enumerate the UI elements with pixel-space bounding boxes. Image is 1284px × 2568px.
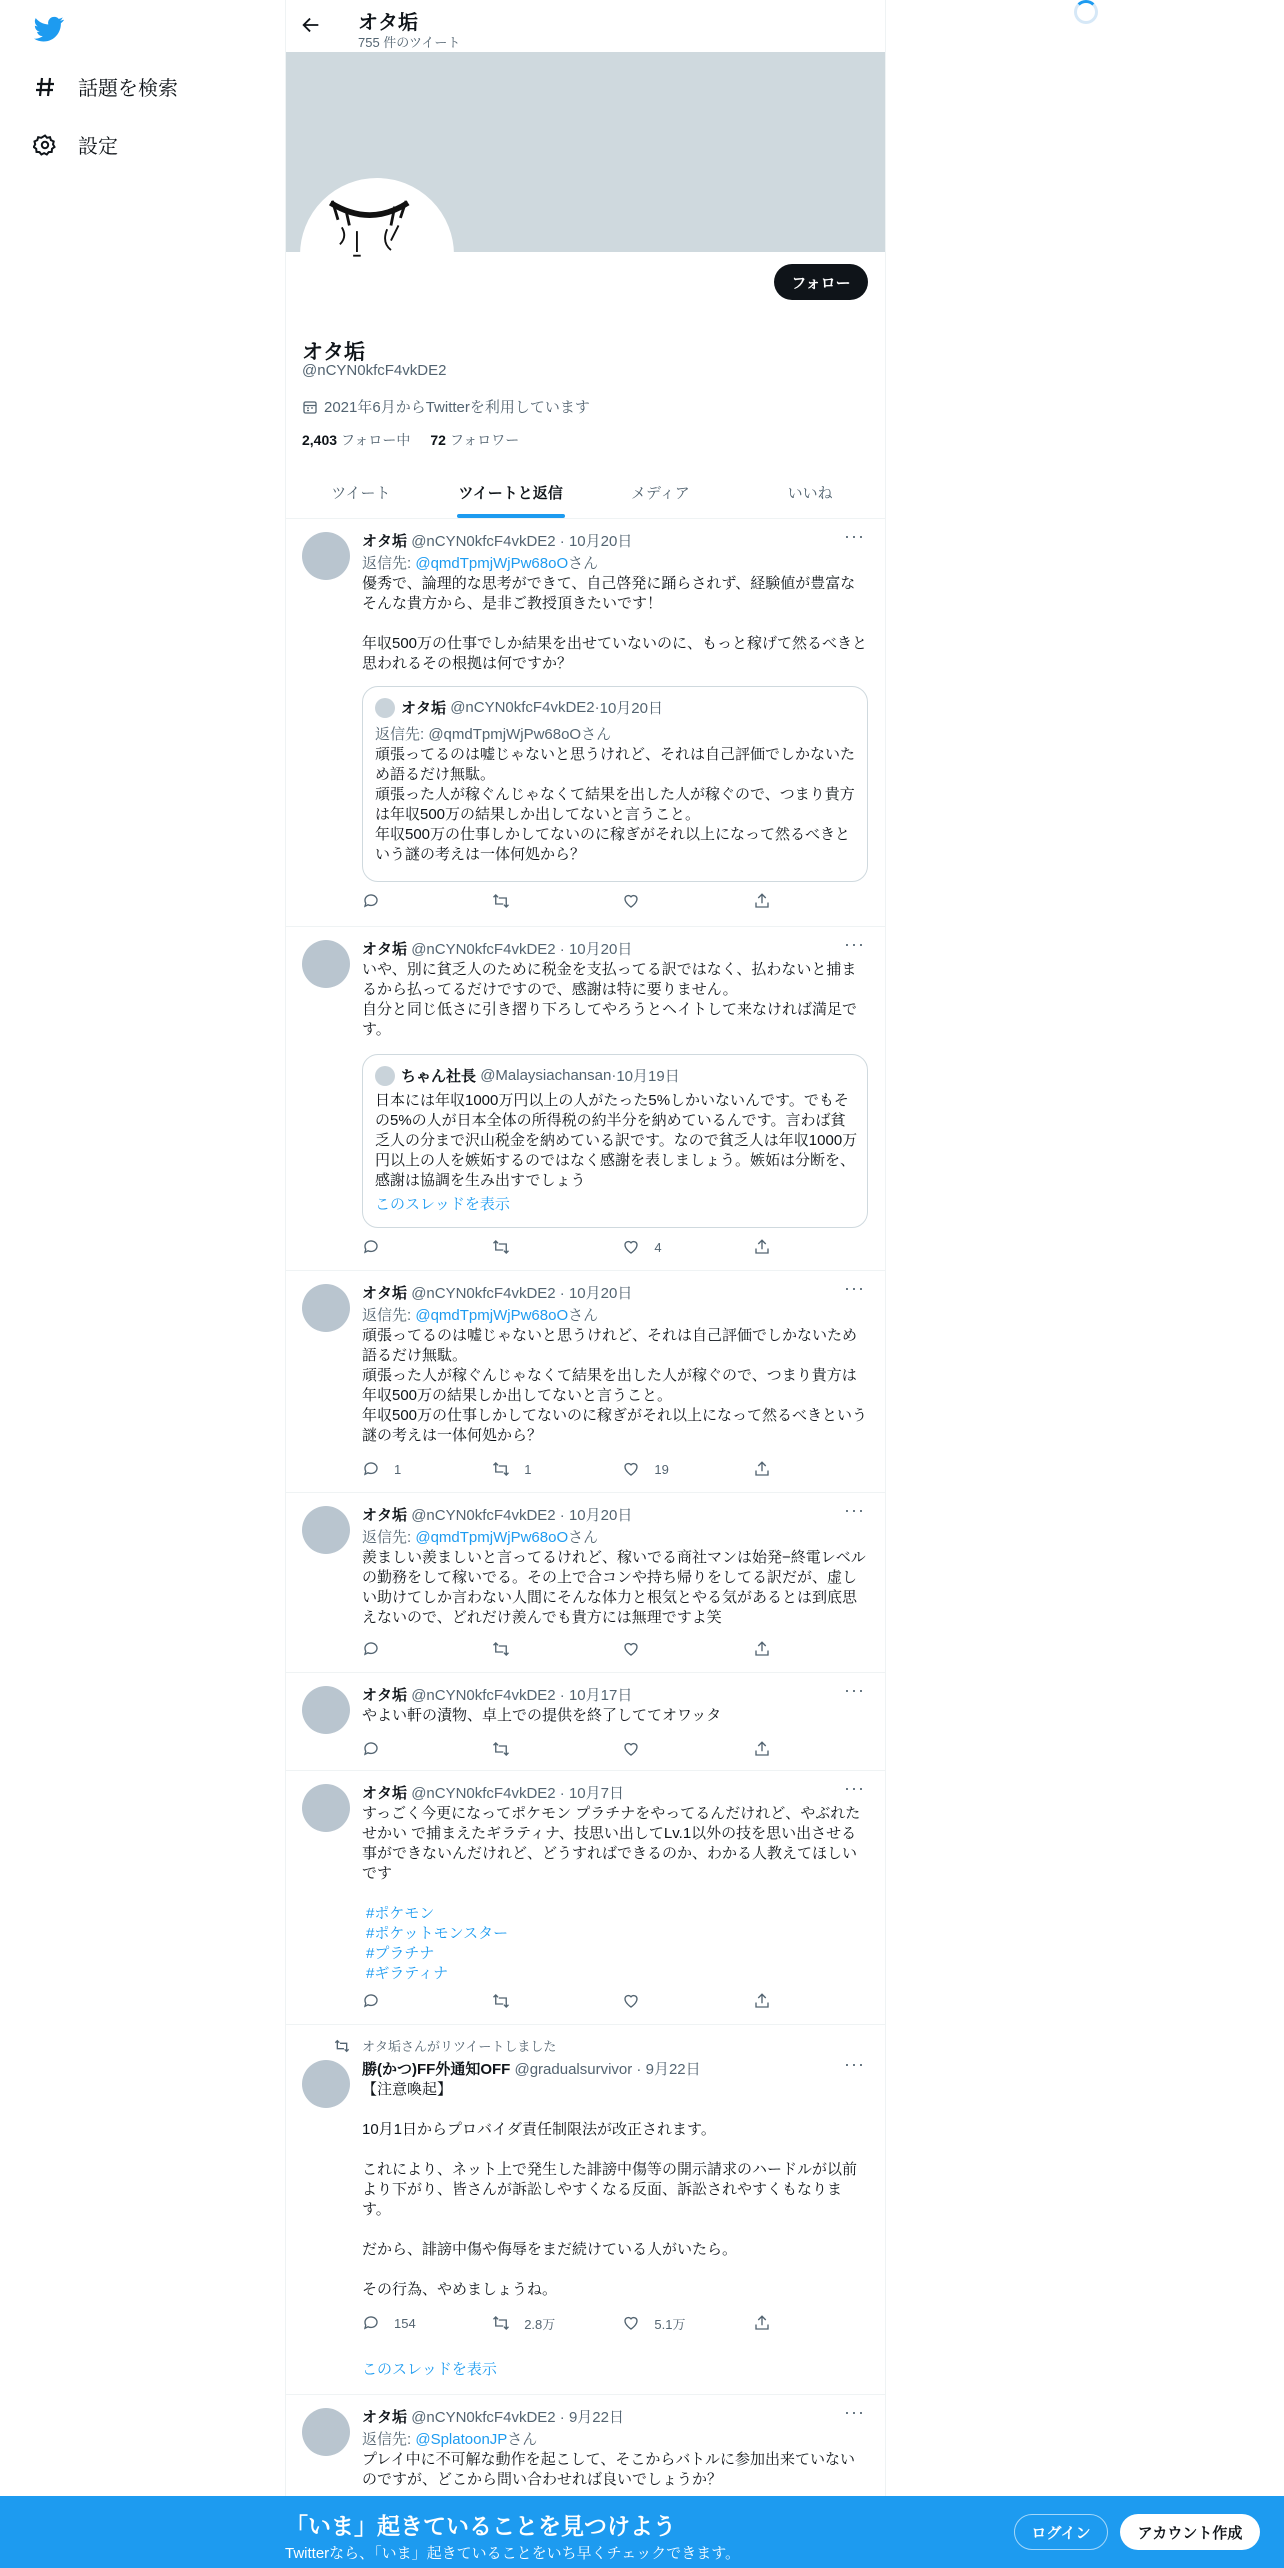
reply-button[interactable] xyxy=(362,1638,492,1660)
share-icon xyxy=(753,1740,771,1758)
tweet-text: 優秀で、論理的な思考ができて、自己啓発に踊らされず、経験値が豊富なそんな貴方から、是非ご教授頂きたいです！ 年収500万の仕事でしか結果を出せていないのに、もっと稼げて然るべきと思われるその根拠は何ですか？ xyxy=(362,575,868,672)
avatar[interactable] xyxy=(302,940,350,988)
quote-header: オタ垢 @nCYN0kfcF4vkDE2 · 10月20日 xyxy=(375,697,663,718)
follow-button[interactable]: フォロー xyxy=(774,264,868,300)
tweet-actions xyxy=(362,2312,792,2334)
tweet-text: 【注意喚起】 10月1日からプロバイダ責任制限法が改正されます。 これにより、ネット上で発生した誹謗中傷等の開示請求のハードルが以前より下がり、皆さんが訴訟しやすくなる反面、訴訟されやすくもなります。 だから、誹謗中傷や侮辱をまだ続けている人がいたら。 その行為、やめましょうね。 xyxy=(362,2081,858,2298)
retweet-button[interactable] xyxy=(492,890,622,912)
banner-title: 「いま」起きていることを見つけよう xyxy=(285,2513,676,2539)
heart-icon xyxy=(622,1740,640,1758)
tweet-text: プレイ中に不可解な動作を起こして、そこからバトルに参加出来ていないのですが、どこから問い合わせれば良いでしょうか？ xyxy=(362,2451,856,2488)
share-icon xyxy=(753,1992,771,2010)
tab-tweets[interactable]: ツイート xyxy=(331,484,391,502)
reply-prefix: 返信先: xyxy=(362,555,416,572)
like-button[interactable] xyxy=(622,1236,752,1258)
heart-icon xyxy=(622,1640,640,1658)
retweet-button[interactable] xyxy=(492,1738,622,1760)
share-button[interactable] xyxy=(753,1458,792,1480)
signup-button[interactable]: アカウント作成 xyxy=(1120,2514,1260,2550)
author-name[interactable]: オタ垢 xyxy=(362,1785,408,1802)
more-icon[interactable]: ··· xyxy=(844,2402,865,2422)
tweet-actions xyxy=(362,890,792,912)
quote-tweet[interactable] xyxy=(362,686,868,882)
like-button[interactable] xyxy=(622,1638,752,1660)
show-thread-link[interactable]: このスレッドを表示 xyxy=(362,2361,497,2378)
share-icon xyxy=(753,892,771,910)
tweet-date[interactable]: 9月22日 xyxy=(645,2061,701,2078)
retweet-icon xyxy=(492,1238,510,1256)
followers-label: フォロワー xyxy=(449,432,520,448)
quote-header: ちゃん社長 @Malaysiachansan · 10月19日 xyxy=(375,1065,680,1086)
reply-count: 154 xyxy=(394,2315,416,2331)
retweet-button[interactable] xyxy=(492,1458,622,1480)
tweet-actions xyxy=(362,1638,792,1660)
share-icon xyxy=(753,2314,771,2332)
reply-button[interactable] xyxy=(362,2312,492,2334)
reply-button[interactable] xyxy=(362,1236,492,1258)
reply-to-handle[interactable]: @qmdTpmjWjPw68oO xyxy=(415,555,569,572)
avatar[interactable] xyxy=(302,1506,350,1554)
hashtag-link[interactable]: #ポケモン xyxy=(366,1905,435,1922)
share-icon xyxy=(753,1640,771,1658)
retweet-button[interactable] xyxy=(492,1236,622,1258)
nav-settings[interactable] xyxy=(32,130,118,159)
quote-reply-to: 返信先: @qmdTpmjWjPw68oOさん xyxy=(375,726,612,743)
tweet[interactable] xyxy=(286,518,885,927)
reply-count: 1 xyxy=(394,1461,402,1477)
reply-icon xyxy=(362,1740,380,1758)
retweet-icon xyxy=(334,2038,350,2054)
reply-suffix: さん xyxy=(568,555,599,572)
author-name[interactable]: オタ垢 xyxy=(362,1687,408,1704)
share-button[interactable] xyxy=(753,1738,792,1760)
reply-to-handle[interactable]: @qmdTpmjWjPw68oO xyxy=(415,1307,569,1324)
reply-prefix: 返信先: xyxy=(362,1529,416,1546)
retweet-icon xyxy=(492,1460,510,1478)
author-name[interactable]: 勝(かつ)FF外通知OFF xyxy=(362,2061,511,2078)
heart-icon xyxy=(622,2314,640,2332)
reply-icon xyxy=(362,1640,380,1658)
tweet-actions xyxy=(362,1236,792,1258)
tweet-text: すっごく今更になってポケモン プラチナをやってるんだけれど、やぶれたせかい で捕まえたギラティナ、技思い出してLv.1以外の技を思い出させる事ができないんだけれど、どうすればできるのか、わかる人教えてほしいです xyxy=(362,1805,861,1882)
like-button[interactable] xyxy=(622,1990,752,2012)
tweet-text: 羨ましい羨ましいと言ってるけれど、稼いでる商社マンは始発−終電レベルの勤務をして稼いでる。その上で合コンや持ち帰りをしてる訳だが、虚しい助けてしか言わない人間にそんな体力と根気とやる気があるとは到底思えないので、どれだけ羨んでも貴方には無理ですよ笑 xyxy=(362,1549,866,1626)
hashtag-link[interactable]: #ギラティナ xyxy=(366,1965,449,1982)
author-name[interactable]: オタ垢 xyxy=(362,1285,408,1302)
reply-icon xyxy=(362,1992,380,2010)
tweet-date[interactable]: 10月17日 xyxy=(568,1687,633,1704)
tweet-header: オタ垢 @nCYN0kfcF4vkDE2 · 10月17日 xyxy=(362,1687,633,1704)
retweet-count: 2.8万 xyxy=(524,2316,556,2332)
author-name[interactable]: オタ垢 xyxy=(362,1507,408,1524)
more-icon[interactable]: ··· xyxy=(844,934,865,954)
author-name[interactable]: オタ垢 xyxy=(362,941,408,958)
profile-handle: @nCYN0kfcF4vkDE2 xyxy=(302,362,447,379)
avatar[interactable] xyxy=(302,1686,350,1734)
quote-date: 10月20日 xyxy=(599,700,663,717)
author-handle[interactable]: @nCYN0kfcF4vkDE2 xyxy=(411,1785,556,1802)
back-arrow-icon[interactable] xyxy=(300,14,326,40)
avatar[interactable] xyxy=(302,1284,350,1332)
tweet-text: いや、別に貧乏人のために税金を支払ってる訳ではなく、払わないと捕まるから払ってるだけですので、感謝は特に要りません。 自分と同じ低さに引き摺り下ろしてやろうとヘイトして来なければ満足です。 xyxy=(362,961,858,1038)
share-icon xyxy=(753,1238,771,1256)
author-name[interactable]: オタ垢 xyxy=(362,2409,408,2426)
tweet-header: オタ垢 @nCYN0kfcF4vkDE2 · 10月20日 xyxy=(362,1285,633,1302)
tweet-date[interactable]: 10月20日 xyxy=(568,1507,633,1524)
share-icon xyxy=(753,1460,771,1478)
reply-to xyxy=(362,552,598,573)
nav-explore-label: 話題を検索 xyxy=(78,78,178,100)
reply-to xyxy=(362,1526,598,1547)
tweet-text: 頑張ってるのは嘘じゃないと思うけれど、それは自己評価でしかないため語るだけ無駄。 頑張った人が稼ぐんじゃなくて結果を出した人が稼ぐので、つまり貴方は年収500万の結果しか出してないと言うこと。 年収500万の仕事しかしてないのに稼ぎがそれ以上になって然るべきという謎の考えは一体何処から？ xyxy=(362,1327,868,1444)
avatar[interactable] xyxy=(302,2408,350,2456)
tweet-actions xyxy=(362,1458,792,1480)
banner-subtitle: Twitterなら、「いま」起きていることをいち早くチェックできます。 xyxy=(285,2545,741,2562)
avatar[interactable] xyxy=(302,2060,350,2108)
heart-icon xyxy=(622,1238,640,1256)
like-button[interactable] xyxy=(622,2312,752,2334)
tweet[interactable] xyxy=(286,926,885,1271)
login-button[interactable]: ログイン xyxy=(1014,2514,1108,2550)
author-handle[interactable]: @nCYN0kfcF4vkDE2 xyxy=(411,1507,556,1524)
followers-count: 72 xyxy=(430,432,446,448)
author-handle[interactable]: @nCYN0kfcF4vkDE2 xyxy=(411,2409,556,2426)
tweet-actions xyxy=(362,1738,792,1760)
hashtag-list xyxy=(366,1904,508,1984)
reply-prefix: 返信先: xyxy=(362,1307,416,1324)
tweet-header: オタ垢 @nCYN0kfcF4vkDE2 · 10月20日 xyxy=(362,1507,633,1524)
tweet[interactable] xyxy=(286,1770,885,2025)
reply-suffix: さん xyxy=(568,1307,599,1324)
following-link[interactable] xyxy=(302,430,410,450)
quote-avatar xyxy=(375,1066,395,1086)
like-count: 5.1万 xyxy=(654,2316,686,2332)
share-button[interactable] xyxy=(753,1638,792,1660)
profile-tabs xyxy=(286,466,885,519)
tweet[interactable] xyxy=(286,1270,885,1493)
tweet-count: 755 件のツイート xyxy=(358,35,461,50)
reply-icon xyxy=(362,1460,380,1478)
heart-icon xyxy=(622,1992,640,2010)
profile-header xyxy=(286,0,885,52)
main-column xyxy=(285,0,886,2568)
author-name[interactable]: オタ垢 xyxy=(362,533,408,550)
share-button[interactable] xyxy=(753,890,792,912)
reply-suffix: さん xyxy=(507,2431,538,2448)
like-button[interactable] xyxy=(622,1458,752,1480)
quote-date: 10月19日 xyxy=(616,1068,680,1085)
tweet-actions xyxy=(362,1990,792,2012)
tweet-text: やよい軒の漬物、卓上での提供を終了しててオワッタ xyxy=(362,1707,722,1724)
retweet-button[interactable] xyxy=(492,2312,622,2334)
twitter-logo-icon[interactable] xyxy=(32,14,66,44)
profile-name: オタ垢 xyxy=(302,341,365,364)
follow-stats xyxy=(302,430,519,450)
more-icon[interactable]: ··· xyxy=(844,2054,865,2074)
tweet-date[interactable]: 9月22日 xyxy=(568,2409,624,2426)
tweet-header: オタ垢 @nCYN0kfcF4vkDE2 · 10月20日 xyxy=(362,533,633,550)
followers-link[interactable] xyxy=(430,430,519,450)
quote-text: 日本には年収1000万円以上の人がたった5%しかいないんです。でもその5%の人が日本全体の所得税の約半分を納めているんです。言わば貧乏人の分まで沢山税金を納めている訳です。なので貧乏人は年収1000万円以上の人を嫉妬するのではなく感謝を表しましょう。嫉妬は分断を、感謝は協調を生み出すでしょう xyxy=(375,1092,858,1189)
more-icon[interactable]: ··· xyxy=(844,1680,865,1700)
loading-spinner-icon xyxy=(1074,0,1098,24)
more-icon[interactable]: ··· xyxy=(844,1500,865,1520)
author-handle[interactable]: @nCYN0kfcF4vkDE2 xyxy=(411,1687,556,1704)
quote-author-name: ちゃん社長 xyxy=(401,1068,477,1085)
tweet[interactable] xyxy=(286,2024,885,2395)
tab-likes[interactable]: いいね xyxy=(787,484,833,502)
quote-author-handle: @nCYN0kfcF4vkDE2 xyxy=(450,699,595,716)
retweet-button[interactable] xyxy=(492,1990,622,2012)
share-button[interactable] xyxy=(753,2312,792,2334)
tab-media[interactable]: メディア xyxy=(630,484,690,502)
author-handle[interactable]: @nCYN0kfcF4vkDE2 xyxy=(411,1285,556,1302)
retweet-icon xyxy=(492,1740,510,1758)
reply-button[interactable] xyxy=(362,890,492,912)
reply-button[interactable] xyxy=(362,1990,492,2012)
avatar[interactable] xyxy=(302,532,350,580)
more-icon[interactable]: ··· xyxy=(844,1278,865,1298)
retweet-icon xyxy=(492,2314,510,2332)
tweet-date[interactable]: 10月20日 xyxy=(568,533,633,550)
reply-icon xyxy=(362,1238,380,1256)
heart-icon xyxy=(622,1460,640,1478)
author-handle[interactable]: @nCYN0kfcF4vkDE2 xyxy=(411,941,556,958)
retweet-button[interactable] xyxy=(492,1638,622,1660)
reply-to-handle[interactable]: @qmdTpmjWjPw68oO xyxy=(415,1529,569,1546)
joined-date xyxy=(302,396,590,417)
nav-explore[interactable] xyxy=(32,72,178,101)
hashtag-icon xyxy=(32,74,58,100)
heart-icon xyxy=(622,892,640,910)
tweet-header: オタ垢 @nCYN0kfcF4vkDE2 · 9月22日 xyxy=(362,2409,624,2426)
joined-text: 2021年6月からTwitterを利用しています xyxy=(324,399,590,416)
retweet-icon xyxy=(492,892,510,910)
following-label: フォロー中 xyxy=(341,432,411,448)
reply-to-handle[interactable]: @SplatoonJP xyxy=(415,2431,508,2448)
reply-to xyxy=(362,1304,598,1325)
show-thread-link[interactable]: このスレッドを表示 xyxy=(375,1196,510,1213)
hashtag-link[interactable]: #ポケットモンスター xyxy=(366,1925,509,1942)
quote-text: 頑張ってるのは嘘じゃないと思うけれど、それは自己評価でしかないため語るだけ無駄。 頑張った人が稼ぐんじゃなくて結果を出した人が稼ぐので、つまり貴方は年収500万の結果しか出してないと言うこと。 年収500万の仕事しかしてないのに稼ぎがそれ以上になって然るべきという謎の考えは一体何処から？ xyxy=(375,746,856,863)
more-icon[interactable]: ··· xyxy=(844,1778,865,1798)
like-button[interactable] xyxy=(622,890,752,912)
retweeted-by[interactable]: オタ垢さんがリツイートしました xyxy=(362,2039,557,2054)
quote-tweet[interactable] xyxy=(362,1054,868,1228)
author-handle[interactable]: @nCYN0kfcF4vkDE2 xyxy=(411,533,556,550)
reply-icon xyxy=(362,892,380,910)
reply-button[interactable] xyxy=(362,1738,492,1760)
retweet-icon xyxy=(492,1640,510,1658)
more-icon[interactable]: ··· xyxy=(844,526,865,546)
tweet-header: オタ垢 @nCYN0kfcF4vkDE2 · 10月7日 xyxy=(362,1785,624,1802)
like-button[interactable] xyxy=(622,1738,752,1760)
profile-avatar[interactable] xyxy=(300,178,454,332)
reply-to xyxy=(362,2428,537,2449)
header-title: オタ垢 xyxy=(358,12,418,34)
hashtag-link[interactable]: #プラチナ xyxy=(366,1945,435,1962)
calendar-icon xyxy=(302,399,318,415)
quote-author-name: オタ垢 xyxy=(401,700,447,717)
retweet-indicator xyxy=(334,2036,556,2055)
quote-avatar xyxy=(375,698,395,718)
avatar[interactable] xyxy=(302,1784,350,1832)
reply-prefix: 返信先: xyxy=(362,2431,416,2448)
share-button[interactable] xyxy=(753,1990,792,2012)
reply-suffix: さん xyxy=(568,1529,599,1546)
retweet-icon xyxy=(492,1992,510,2010)
tweet[interactable] xyxy=(286,1492,885,1673)
tab-tweets-and-replies[interactable]: ツイートと返信 xyxy=(436,466,586,518)
nav-settings-label: 設定 xyxy=(78,136,118,158)
following-count: 2,403 xyxy=(302,432,338,448)
share-button[interactable] xyxy=(753,1236,792,1258)
tweet-header: 勝(かつ)FF外通知OFF @gradualsurvivor · 9月22日 xyxy=(362,2061,701,2078)
like-count: 19 xyxy=(654,1461,669,1477)
author-handle[interactable]: @gradualsurvivor xyxy=(514,2061,633,2078)
quote-author-handle: @Malaysiachansan xyxy=(480,1067,612,1084)
tweet[interactable] xyxy=(286,1672,885,1771)
retweet-count: 1 xyxy=(524,1461,532,1477)
tweet-header: オタ垢 @nCYN0kfcF4vkDE2 · 10月20日 xyxy=(362,941,633,958)
reply-icon xyxy=(362,2314,380,2332)
tweet-date[interactable]: 10月7日 xyxy=(568,1785,624,1802)
signup-banner xyxy=(0,2496,1284,2568)
tweet[interactable] xyxy=(286,2394,885,2496)
like-count: 4 xyxy=(654,1239,662,1255)
reply-button[interactable] xyxy=(362,1458,492,1480)
tweet-date[interactable]: 10月20日 xyxy=(568,941,633,958)
tweet-date[interactable]: 10月20日 xyxy=(568,1285,633,1302)
gear-icon xyxy=(32,132,58,158)
